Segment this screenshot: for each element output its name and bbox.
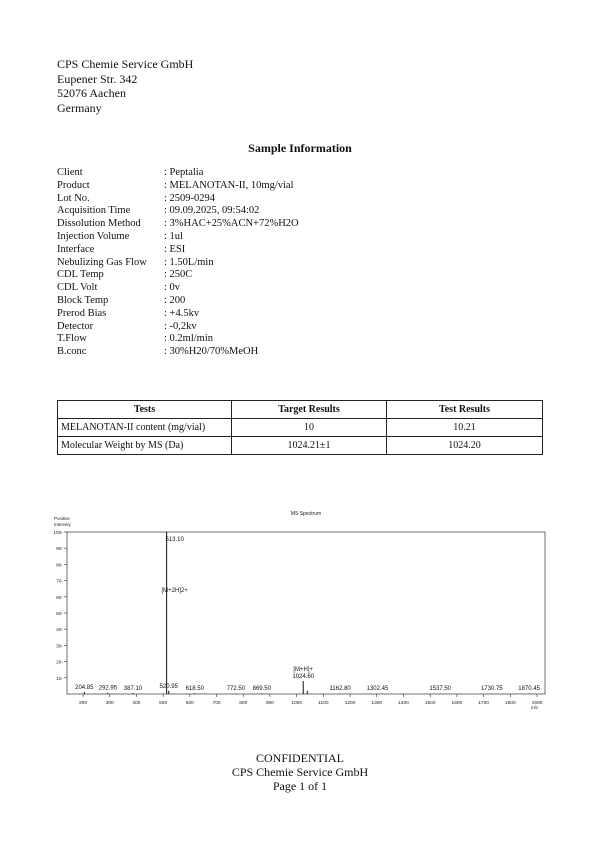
chart-title: MS Spectrum: [290, 511, 322, 517]
y-tick-label: 10-: [56, 676, 63, 682]
info-value: : -0,2kv: [164, 320, 197, 332]
info-row: [57, 193, 299, 206]
peak-label: 513.10: [165, 537, 184, 543]
y-tick-label: 50-: [56, 612, 63, 617]
info-row: [57, 244, 299, 257]
peak-label: 204.85: [75, 685, 94, 692]
ms-spectrum-svg: [50, 505, 550, 715]
company-country: Germany: [57, 100, 102, 115]
company-city: 52076 Aachen: [57, 86, 126, 100]
x-tick-label: 1500: [424, 701, 436, 706]
section-title: Sample Information: [248, 141, 352, 155]
info-label: B.conc: [57, 346, 87, 358]
info-label: Detector: [57, 320, 94, 332]
table-cell: 10.21: [387, 419, 543, 437]
x-tick-label: 1600: [451, 701, 463, 706]
info-row: [57, 218, 299, 231]
table-cell: Molecular Weight by MS (Da): [58, 437, 232, 455]
info-label: T.Flow: [57, 333, 87, 345]
info-label: Client: [57, 167, 83, 178]
peak-label: 387.10: [123, 686, 143, 692]
y-axis-label: Positive: [54, 516, 70, 521]
footer: [0, 751, 600, 793]
info-label: Dissolution Method: [57, 218, 141, 230]
table-cell: 1024.21±1: [232, 437, 387, 455]
info-label: Lot No.: [57, 192, 90, 204]
info-value: : 09.09.2025, 09:54:02: [164, 205, 260, 217]
footer-confidential: CONFIDENTIAL: [256, 751, 344, 765]
y-tick-label: 30-: [56, 644, 63, 650]
y-tick-label: 40-: [56, 628, 63, 634]
info-row: [57, 205, 299, 218]
x-tick-label: 800: [239, 701, 248, 706]
info-value: : 1.50L/min: [164, 256, 214, 268]
y-tick-label: 70-: [56, 579, 63, 585]
table-row: [58, 437, 543, 455]
info-label: Injection Volume: [57, 230, 130, 242]
peak-label: 292.95: [98, 685, 118, 692]
info-label: Interface: [57, 243, 95, 255]
info-value: : MELANOTAN-II, 10mg/vial: [164, 179, 294, 191]
peak-label: 869.50: [252, 686, 271, 692]
company-street: Eupener Str. 342: [57, 71, 138, 86]
info-value: : 0v: [164, 282, 181, 294]
peak-label: 1730.75: [480, 686, 503, 692]
peak-annotation: [M+H]+: [293, 667, 314, 674]
info-value: : 200: [164, 294, 186, 306]
info-row: [57, 282, 299, 295]
info-row: [57, 180, 299, 193]
ms-spectrum-chart: [50, 505, 550, 715]
x-tick-label: 500: [159, 701, 168, 706]
y-tick-label: 90-: [56, 547, 63, 553]
header-tests: Tests: [58, 401, 232, 419]
info-value: : 2509-0294: [164, 192, 216, 204]
x-axis-label: m/z: [531, 705, 539, 710]
x-tick-label: 400: [132, 701, 141, 706]
info-value: : 30%H20/70%MeOH: [164, 346, 259, 358]
peak-label: 772.50: [226, 686, 246, 692]
peak-label: 1870.45: [518, 686, 540, 692]
footer-company: CPS Chemie Service GmbH: [231, 765, 369, 779]
info-row: [57, 346, 299, 359]
y-tick-label: 60-: [56, 595, 63, 601]
info-row: [57, 231, 299, 244]
info-value: : 1ul: [164, 230, 183, 242]
info-label: CDL Temp: [57, 269, 104, 281]
y-tick-label: 80-: [56, 563, 63, 569]
x-tick-label: 200: [79, 701, 88, 706]
company-name: CPS Chemie Service GmbH: [57, 57, 194, 71]
table-cell: 10: [232, 419, 387, 437]
info-value: : Peptalia: [164, 167, 204, 178]
info-label: Block Temp: [57, 294, 109, 306]
x-tick-label: 1400: [398, 701, 409, 706]
x-tick-label: 1100: [318, 701, 329, 706]
info-label: CDL Volt: [57, 282, 98, 294]
x-tick-label: 900: [265, 701, 274, 706]
x-tick-label: 300: [105, 701, 114, 706]
table-cell: MELANOTAN-II content (mg/vial): [58, 419, 232, 437]
peak-label: 1024.60: [292, 674, 315, 681]
results-header-row: [58, 401, 543, 419]
info-row: [57, 167, 299, 180]
peak-label: 618.50: [185, 686, 204, 692]
header-test-results: Test Results: [387, 401, 543, 419]
peak-label: 1537.50: [429, 686, 452, 692]
footer-page-number: Page 1 of 1: [272, 779, 328, 793]
info-row: [57, 321, 299, 334]
info-row: [57, 257, 299, 270]
y-tick-label: 20-: [56, 660, 63, 666]
info-label: Nebulizing Gas Flow: [57, 256, 147, 268]
info-row: [57, 308, 299, 321]
sample-info-list: [57, 167, 299, 359]
x-tick-label: 1800: [504, 701, 516, 706]
x-tick-label: 700: [212, 701, 221, 706]
x-tick-label: 1300: [371, 701, 383, 706]
y-tick-label: 100-: [53, 531, 63, 536]
info-value: : 3%HAC+25%ACN+72%H2O: [164, 218, 299, 230]
info-row: [57, 269, 299, 282]
table-cell: 1024.20: [387, 437, 543, 455]
x-tick-label: 1000: [291, 701, 302, 706]
y-axis-label: Intensity: [54, 522, 71, 527]
info-label: Acquisition Time: [57, 205, 131, 217]
x-tick-label: 1200: [344, 701, 356, 706]
x-tick-label: 1700: [478, 701, 489, 706]
results-table: [57, 400, 543, 455]
x-tick-label: 1900: [531, 701, 543, 706]
info-value: : 0.2ml/min: [164, 333, 214, 345]
info-value: : +4.5kv: [164, 307, 200, 319]
info-value: : ESI: [164, 243, 186, 255]
info-row: [57, 295, 299, 308]
header-target-results: Target Results: [232, 401, 387, 419]
peak-label: 520.95: [159, 683, 178, 690]
info-label: Product: [57, 179, 90, 191]
table-row: [58, 419, 543, 437]
x-tick-label: 600: [185, 701, 194, 706]
peak-label: 1302.45: [366, 686, 389, 692]
info-value: : 250C: [164, 269, 193, 281]
peak-annotation: [M+2H]2+: [161, 588, 188, 594]
company-address: [57, 57, 193, 115]
info-row: [57, 333, 299, 346]
peak-label: 1162.80: [329, 686, 351, 692]
info-label: Prerod Bias: [57, 307, 107, 319]
